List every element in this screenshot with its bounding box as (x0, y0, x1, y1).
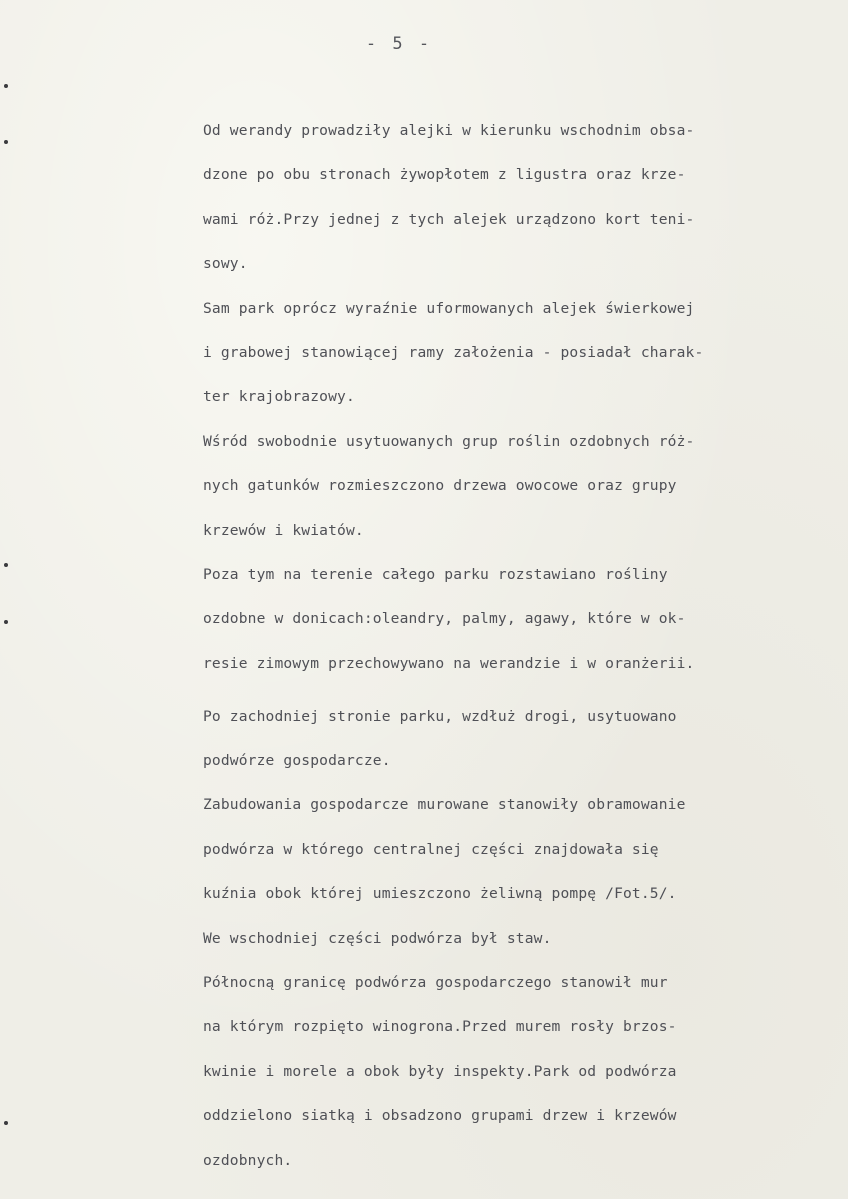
text-line: Poza tym na terenie całego parku rozstawiano rośliny (203, 565, 668, 583)
text-line: sowy. (203, 255, 248, 273)
body-text (203, 117, 803, 1191)
text-line: oddzielono siatką i obsadzono grupami drzew i krzewów (203, 1107, 677, 1125)
text-line: We wschodniej części podwórza był staw. (203, 929, 552, 947)
text-line: kwinie i morele a obok były inspekty.Park od podwórza (203, 1062, 677, 1080)
text-line: dzone po obu stronach żywopłotem z ligustra oraz krze- (203, 166, 686, 184)
text-line: krzewów i kwiatów. (203, 521, 364, 539)
text-line: Od werandy prowadziły alejki w kierunku wschodnim obsa- (203, 122, 695, 139)
page-number: - 5 - (365, 34, 433, 54)
punch-mark (4, 1121, 8, 1125)
text-line: Po zachodniej stronie parku, wzdłuż drogi, usytuowano (203, 707, 677, 725)
punch-mark (4, 563, 8, 567)
text-line: ozdobne w donicach:oleandry, palmy, agawy, które w ok- (203, 610, 686, 628)
punch-mark (4, 620, 8, 624)
text-line: na którym rozpięto winogrona.Przed murem rosły brzos- (203, 1018, 677, 1036)
text-line: nych gatunków rozmieszczono drzewa owocowe oraz grupy (203, 477, 677, 495)
text-line: podwórza w którego centralnej części znajdowała się (203, 840, 659, 858)
punch-mark (4, 84, 8, 88)
text-line: Wśród swobodnie usytuowanych grup roślin ozdobnych róż- (203, 432, 695, 450)
text-line: Zabudowania gospodarcze murowane stanowiły obramowanie (203, 796, 686, 814)
text-line: ozdobnych. (203, 1151, 293, 1169)
text-line: kuźnia obok której umieszczono żeliwną pompę /Fot.5/. (203, 885, 677, 903)
text-line: ter krajobrazowy. (203, 388, 355, 406)
punch-mark (4, 140, 8, 144)
text-line: podwórze gospodarcze. (203, 752, 391, 770)
text-line: wami róż.Przy jednej z tych alejek urządzono kort teni- (203, 210, 695, 228)
text-line: Północną granicę podwórza gospodarczego stanowił mur (203, 974, 668, 992)
text-line: i grabowej stanowiącej ramy założenia - posiadał charak- (203, 343, 704, 361)
text-line: Sam park oprócz wyraźnie uformowanych alejek świerkowej (203, 299, 695, 317)
text-line: resie zimowym przechowywano na werandzie i w oranżerii. (203, 654, 695, 672)
